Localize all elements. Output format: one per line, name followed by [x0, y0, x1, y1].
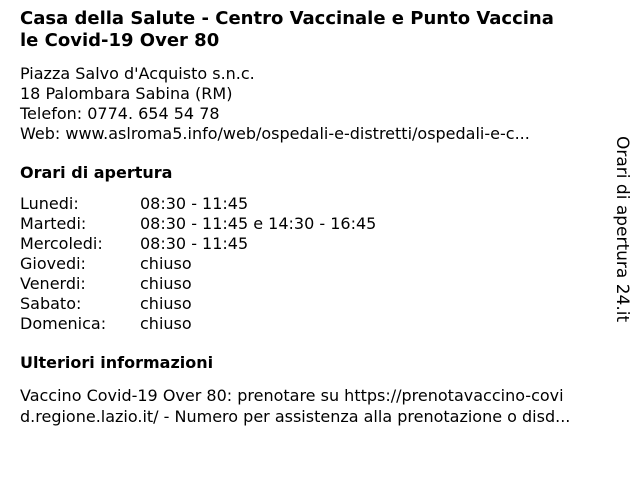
place-contact — [20, 64, 610, 144]
hours-row-thursday — [20, 254, 376, 274]
address-city: 18 Palombara Sabina (RM) — [20, 84, 233, 103]
website-link[interactable]: Web: www.aslroma5.info/web/ospedali-e-distretti/ospedali-e-c... — [20, 124, 530, 143]
hours-day: Venerdi: — [20, 274, 86, 293]
hours-row-monday — [20, 194, 376, 214]
hours-row-wednesday — [20, 234, 376, 254]
hours-row-friday — [20, 274, 376, 294]
hours-day: Martedi: — [20, 214, 87, 233]
hours-time: chiuso — [140, 294, 192, 313]
hours-day: Sabato: — [20, 294, 82, 313]
hours-day: Lunedi: — [20, 194, 79, 213]
hours-row-sunday — [20, 314, 376, 334]
hours-time: chiuso — [140, 274, 192, 293]
hours-time: chiuso — [140, 254, 192, 273]
opening-hours-heading: Orari di apertura — [20, 163, 173, 182]
additional-info-text: Vaccino Covid-19 Over 80: prenotare su https://prenotavaccino-covi d.regione.lazio.it/ - Numero per assistenza alla prenotazione o disd... — [20, 386, 571, 426]
hours-day: Giovedi: — [20, 254, 86, 273]
hours-time: 08:30 - 11:45 e 14:30 - 16:45 — [140, 214, 377, 233]
opening-hours-table — [20, 194, 376, 334]
hours-row-tuesday — [20, 214, 376, 234]
hours-time: chiuso — [140, 314, 192, 333]
hours-time: 08:30 - 11:45 — [140, 194, 249, 213]
phone-line[interactable]: Telefon: 0774. 654 54 78 — [20, 104, 220, 123]
site-brand-vertical: Orari di apertura 24.it — [612, 136, 632, 323]
hours-time: 08:30 - 11:45 — [140, 234, 249, 253]
place-title: Casa della Salute - Centro Vaccinale e Punto Vaccina le Covid-19 Over 80 — [20, 8, 554, 51]
hours-day: Mercoledi: — [20, 234, 103, 253]
hours-row-saturday — [20, 294, 376, 314]
additional-info-heading: Ulteriori informazioni — [20, 353, 214, 372]
hours-day: Domenica: — [20, 314, 107, 333]
address-street: Piazza Salvo d'Acquisto s.n.c. — [20, 64, 255, 83]
